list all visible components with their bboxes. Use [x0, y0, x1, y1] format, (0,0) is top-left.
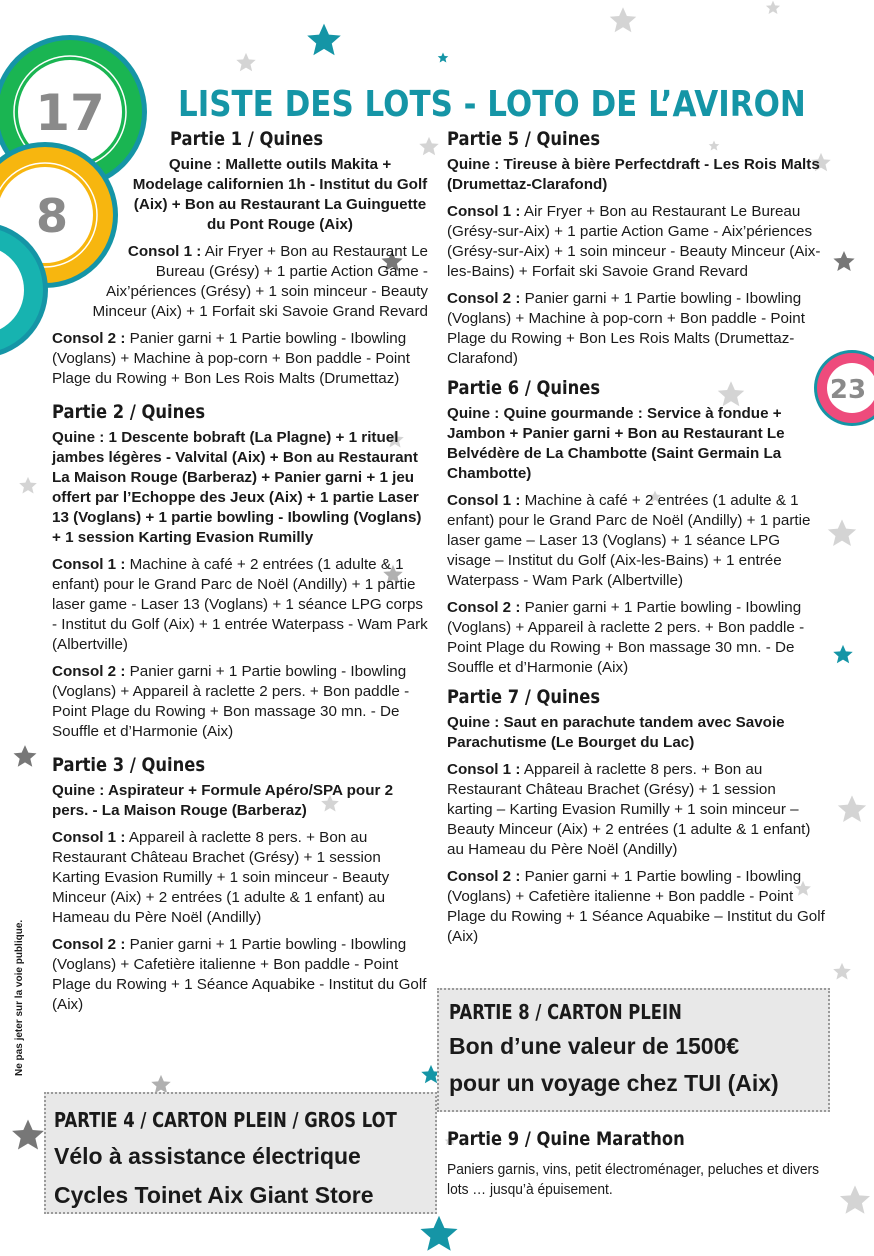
consol-text: Air Fryer + Bon au Restaurant Le Bureau (Grésy-sur-Aix) + 1 partie Action Game - Aix’périences (Grésy-sur-Aix) + 1 soin minceur - Beauty Minceur (Aix-les-Bains) + Forfait ski Savoie Grand Revard: [447, 203, 821, 280]
consol-label: Consol 2 :: [52, 936, 126, 953]
consol-text: Panier garni + 1 Partie bowling - Ibowling (Voglans) + Cafetière italienne + Bon paddle - Point Plage du Rowing + 1 Séance Aquabike – Institut du Golf (Aix): [447, 868, 825, 945]
star-icon: [608, 6, 638, 36]
consol-text: Air Fryer + Bon au Restaurant Le Bureau (Grésy) + 1 partie Action Game - Aix’périences (Grésy) + 1 soin minceur - Beauty Minceur (Aix) + 1 Forfait ski Savoie Grand Revard: [92, 243, 428, 320]
quine-prize: Quine : 1 Descente bobraft (La Plagne) + 1 rituel jambes légères - Valvital (Aix) + Bon au Restaurant La Maison Rouge (Barberaz) + Panier garni + 1 jeu offert par l’Echoppe des Jeux (Aix) + 1 partie Laser 13 (Voglans) + 1 partie bowling - Ibowling (Voglans) + 1 session Karting Evasion Rumilly: [52, 429, 422, 546]
consol-label: Consol 2 :: [447, 290, 521, 307]
partie-3: [52, 754, 428, 1015]
star-icon: [832, 644, 854, 666]
star-icon: [18, 476, 38, 496]
ball-number: 23: [829, 375, 867, 405]
consol-text: Panier garni + 1 Partie bowling - Ibowling (Voglans) + Appareil à raclette 2 pers. + Bon paddle - Point Plage du Rowing + Bon massage 30 mn. - De Souffle et d’Harmonie (Aix): [52, 663, 410, 740]
consol-1: [52, 555, 428, 655]
partie-heading: PARTIE 4 / CARTON PLEIN / GROS LOT: [54, 1108, 397, 1132]
star-icon: [418, 1214, 460, 1256]
partie-heading: Partie 3 / Quines: [52, 754, 206, 776]
consol-text: Appareil à raclette 8 pers. + Bon au Restaurant Château Brachet (Grésy) + 1 session Karting Evasion Rumilly + 1 soin minceur - Beauty Minceur (Aix) + 2 entrées (1 adulte & 1 enfant) au Hameau du Père Noël (Andilly): [52, 829, 390, 926]
star-icon: [826, 518, 858, 550]
consol-text: Machine à café + 2 entrées (1 adulte & 1 enfant) pour le Grand Parc de Noël (Andilly) + 1 partie laser game - Laser 13 (Voglans) + 1 séance LPG corps - Institut du Golf (Aix) + 1 entrée Waterpass - Wam Park (Albertville): [52, 556, 428, 653]
ball-number: 17: [35, 84, 105, 142]
prize-line-2: pour un voyage chez TUI (Aix): [449, 1070, 779, 1096]
bingo-ball-teal-icon: [0, 220, 50, 360]
star-icon: [12, 744, 38, 770]
partie-heading: Partie 9 / Quine Marathon: [447, 1128, 685, 1150]
partie-4-box: [44, 1092, 437, 1214]
consol-text: Panier garni + 1 Partie bowling - Ibowling (Voglans) + Machine à pop-corn + Bon paddle - Point Plage du Rowing + Bon Les Rois Malts (Drumettaz-Clarafond): [447, 290, 805, 367]
consol-2: [52, 935, 428, 1015]
consol-1: [447, 760, 825, 860]
consol-label: Consol 1 :: [447, 761, 521, 778]
partie-heading: Partie 6 / Quines: [447, 377, 601, 399]
star-icon: [836, 794, 868, 826]
partie-9-text: Paniers garnis, vins, petit électroménager, peluches et divers lots … jusqu’à épuisement.: [447, 1161, 820, 1198]
consol-label: Consol 1 :: [52, 829, 126, 846]
star-icon: [437, 52, 449, 64]
consol-label: Consol 1 :: [52, 556, 126, 573]
star-icon: [832, 962, 852, 982]
consol-label: Consol 1 :: [127, 243, 202, 260]
partie-8-box: [437, 988, 830, 1112]
consol-text: Panier garni + 1 Partie bowling - Ibowling (Voglans) + Appareil à raclette 2 pers. + Bon paddle - Point Plage du Rowing + Bon massage 30 mn. - De Souffle et d’Harmonie (Aix): [447, 599, 805, 676]
page-title: LISTE DES LOTS - LOTO DE L’AVIRON: [178, 84, 806, 126]
star-icon: [762, 0, 784, 16]
partie-heading: Partie 1 / Quines: [170, 128, 324, 150]
consol-text: Appareil à raclette 8 pers. + Bon au Restaurant Château Brachet (Grésy) + 1 session karting – Karting Evasion Rumilly + 1 soin minceur – Beauty Minceur (Aix) + 2 entrées (1 adulte & 1 enfant) au Hameau du Père Noël (Andilly): [447, 761, 811, 858]
quine-prize: Quine : Quine gourmande : Service à fondue + Jambon + Panier garni + Bon au Restaurant Le Belvédère de La Chambotte (Saint Germain La Chambotte): [447, 405, 785, 482]
star-icon: [235, 52, 257, 74]
consol-label: Consol 2 :: [447, 868, 521, 885]
ball-number: 8: [35, 189, 69, 243]
star-icon: [832, 250, 856, 274]
star-icon: [305, 22, 343, 60]
partie-heading: PARTIE 8 / CARTON PLEIN: [449, 1000, 682, 1024]
prize-line-1: Bon d’une valeur de 1500€: [449, 1033, 740, 1059]
quine-prize: Quine : Tireuse à bière Perfectdraft - Les Rois Malts (Drumettaz-Clarafond): [447, 156, 820, 193]
consol-2: [447, 289, 825, 369]
partie-heading: Partie 7 / Quines: [447, 686, 601, 708]
consol-2: [52, 329, 428, 389]
consol-label: Consol 2 :: [447, 599, 521, 616]
partie-9: [447, 1128, 827, 1200]
consol-label: Consol 2 :: [52, 330, 126, 347]
partie-7: [447, 686, 825, 947]
partie-2: [52, 401, 428, 742]
consol-text: Machine à café + 2 entrées (1 adulte & 1 enfant) pour le Grand Parc de Noël (Andilly) + 1 partie laser game – Laser 13 (Voglans) + 1 séance LPG visage – Institut du Golf (Aix-les-Bains) + 1 entrée Waterpass - Wam Park (Albertville): [447, 492, 811, 589]
consol-1: [447, 491, 825, 591]
prize-line-1: Vélo à assistance électrique: [54, 1143, 361, 1169]
quine-prize: Quine : Saut en parachute tandem avec Savoie Parachutisme (Le Bourget du Lac): [447, 714, 785, 751]
side-note: Ne pas jeter sur la voie publique.: [14, 919, 25, 1076]
consol-label: Consol 1 :: [447, 492, 521, 509]
left-column: [52, 128, 428, 1022]
partie-5: [447, 128, 825, 369]
consol-text: Panier garni + 1 Partie bowling - Ibowling (Voglans) + Cafetière italienne + Bon paddle - Point Plage du Rowing + 1 Séance Aquabike - Institut du Golf (Aix): [52, 936, 427, 1013]
partie-6: [447, 377, 825, 678]
consol-1: [52, 828, 428, 928]
prize-line-2: Cycles Toinet Aix Giant Store: [54, 1182, 374, 1208]
right-column: [447, 128, 825, 954]
consol-label: Consol 1 :: [447, 203, 521, 220]
consol-1: [447, 202, 825, 282]
consol-2: [447, 867, 825, 947]
partie-heading: Partie 2 / Quines: [52, 401, 206, 423]
consol-1: [52, 242, 428, 322]
consol-text: Panier garni + 1 Partie bowling - Ibowling (Voglans) + Machine à pop-corn + Bon paddle - Point Plage du Rowing + Bon Les Rois Malts (Drumettaz): [52, 330, 410, 387]
quine-prize: Quine : Aspirateur + Formule Apéro/SPA pour 2 pers. - La Maison Rouge (Barberaz): [52, 782, 394, 819]
consol-label: Consol 2 :: [52, 663, 126, 680]
star-icon: [10, 1118, 46, 1154]
partie-heading: Partie 5 / Quines: [447, 128, 601, 150]
partie-1: [52, 128, 428, 389]
consol-2: [52, 662, 428, 742]
quine-prize: Quine : Mallette outils Makita + Modelage californien 1h - Institut du Golf (Aix) + Bon au Restaurant La Guinguette du Pont Rouge (Aix): [132, 156, 428, 233]
consol-2: [447, 598, 825, 678]
star-icon: [838, 1184, 872, 1218]
